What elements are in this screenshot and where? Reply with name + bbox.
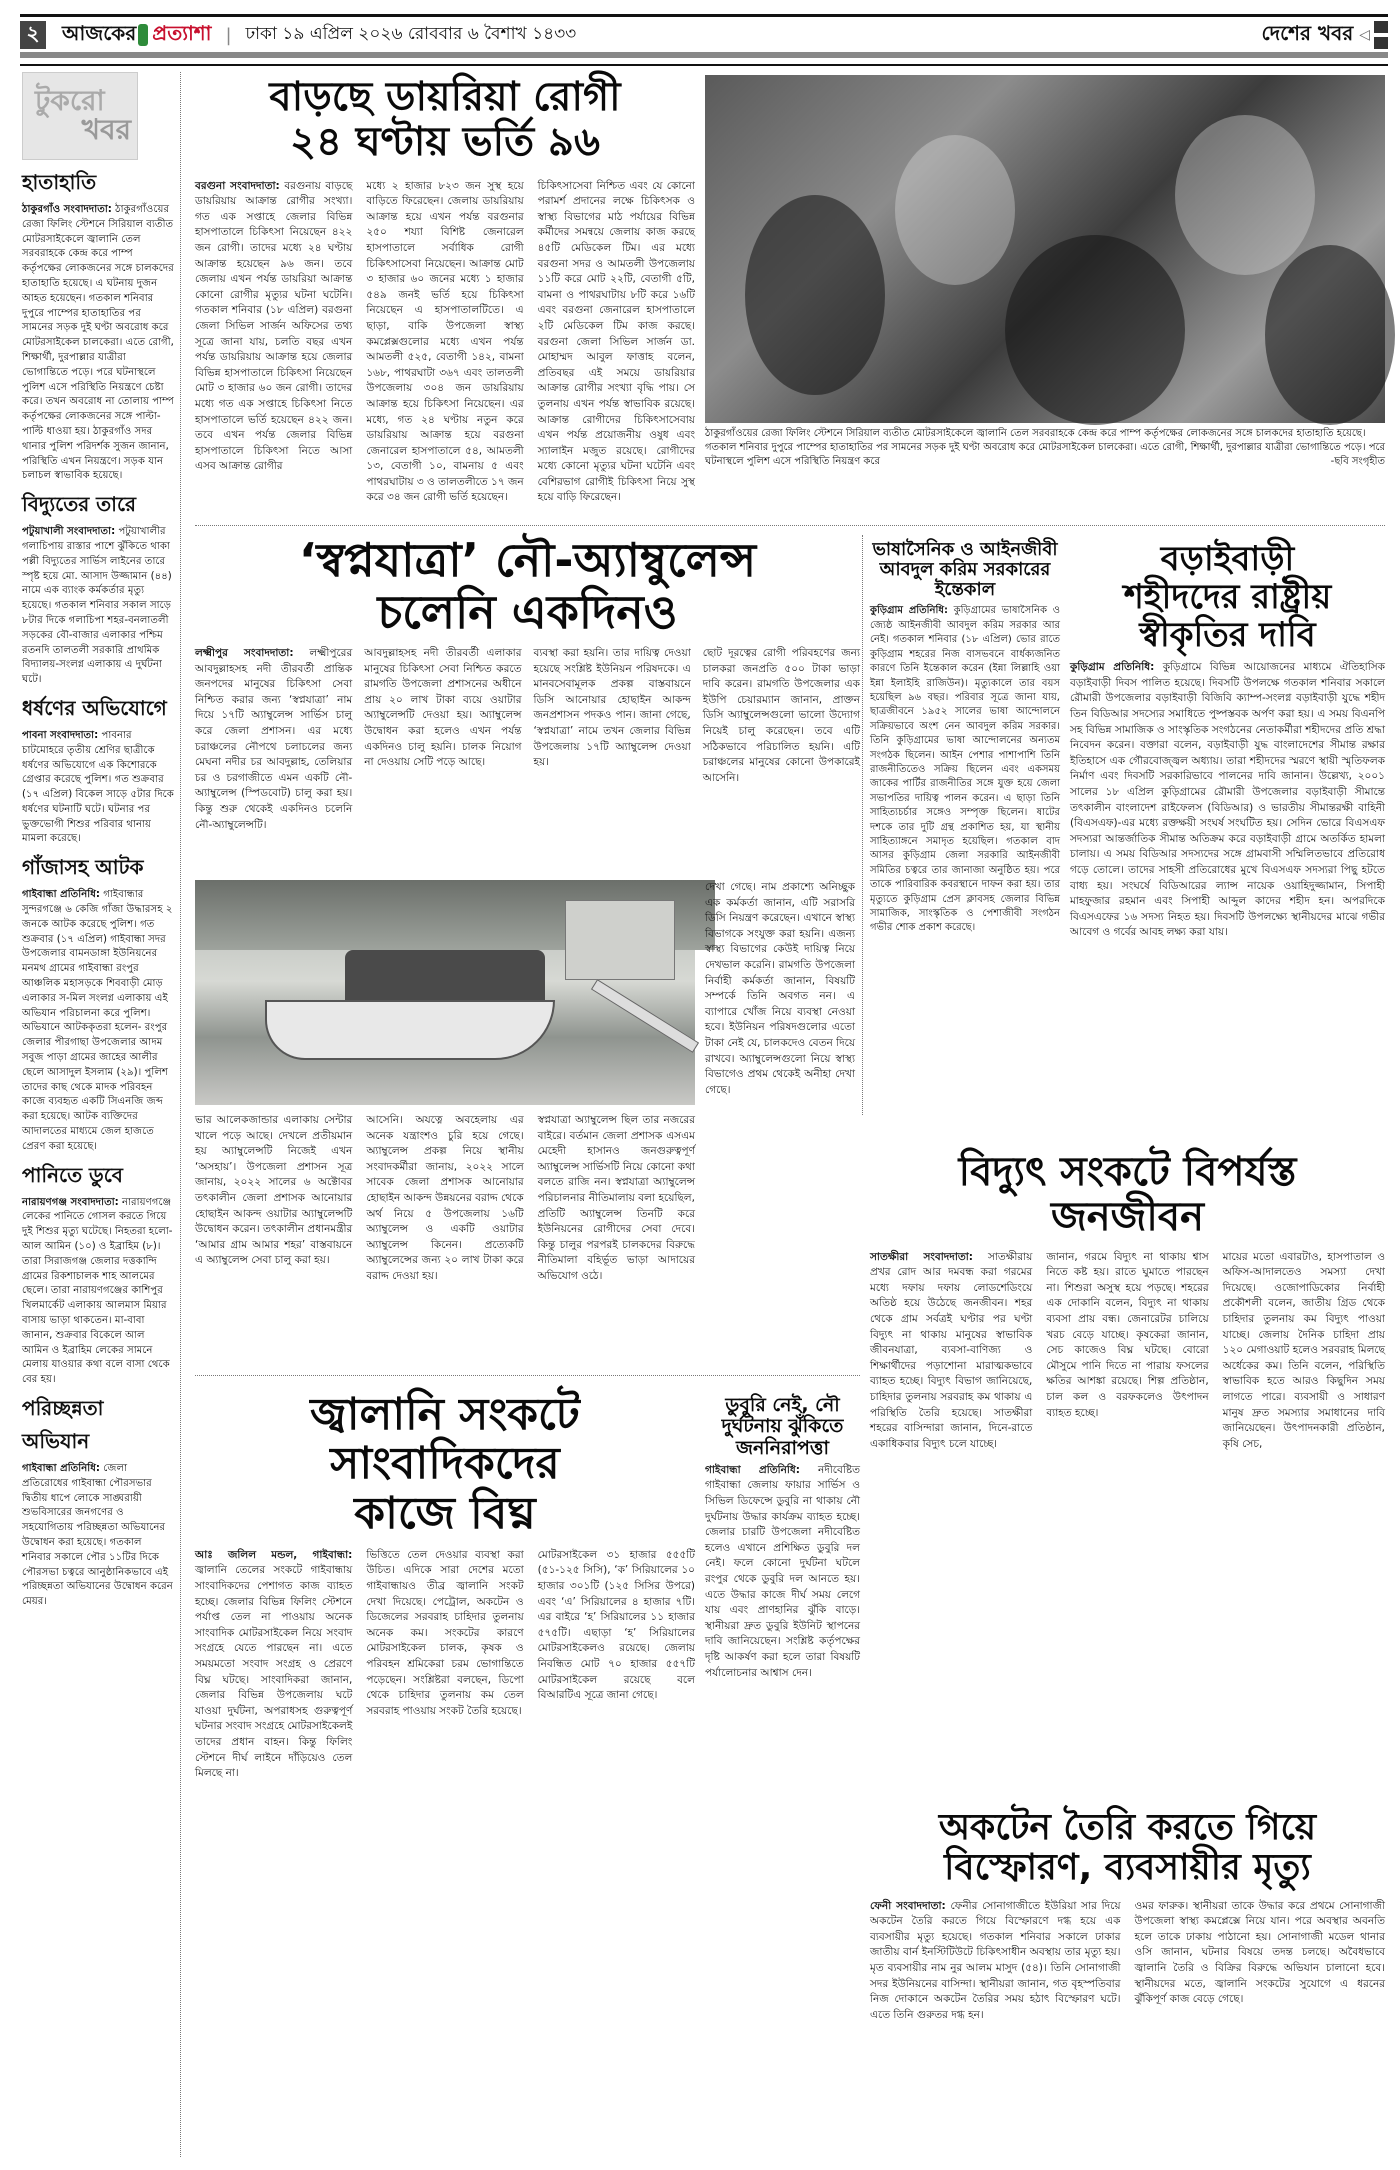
article-column: ভার আলেকজান্ডার এলাকায় সেন্টার খালে পড়ে আছে। দেখলে প্রতীয়মান হয় অ্যাম্বুলেন্সটি নিজেই এখন ‘অসহায়’। উপজেলা প্রশাসন সূত্র জানায়, ২০২২ সালের ৬ অক্টোবর তৎকালীন জেলা প্রশাসক আনোয়ার হোছাইন আকন্দ ওয়াটার অ্যাম্বুলেন্সটি উদ্বোধন করেন। তৎকালীন প্রধানমন্ত্রীর ‘আমার গ্রাম আমার শহর’ বাস্তবায়নে এ অ্যাম্বুলেন্স সেবা চালু করা হয়। — [195, 1114, 353, 1267]
article-column: কুড়িগ্রামের ভাষাসৈনিক ও জ্যেষ্ঠ আইনজীবী আবদুল করিম সরকার আর নেই। গতকাল শনিবার (১৮ এপ্রিল) ভোর রাতে কুড়িগ্রাম শহরের নিজ বাসভবনে বার্ধক্যজনিত কারণে তিনি ইন্তেকাল করেন (ইন্না লিল্লাহি ওয়া ইন্না ইলাইহি রাজিউন)। মৃত্যুকালে তার বয়স হয়েছিল ৯৬ বছর। পরিবার সূত্রে জানা যায়, ছাত্রজীবনে ১৯৫২ সালের ভাষা আন্দোলনে সক্রিয়ভাবে অংশ নেন আবদুল করিম সরকার। তিনি কুড়িগ্রামের ভাষা আন্দোলনের অন্যতম সংগঠক ছিলেন। আইন পেশার পাশাপাশি তিনি রাজনীতিতেও সক্রিয় ছিলেন এবং একসময় জাকের পার্টির রাজনীতির সঙ্গে যুক্ত হয়ে জেলা সভাপতির দায়িত্ব পালন করেন। এ ছাড়া তিনি সাহিত্যচর্চার সঙ্গেও সম্পৃক্ত ছিলেন। ষাটের দশকে তার দুটি গ্রন্থ প্রকাশিত হয়, যা স্থানীয় সাহিত্যাঙ্গনে সমাদৃত হয়েছিল। — [870, 605, 1060, 847]
brief-title: বিদ্যুতের তারে — [22, 492, 137, 517]
column-divider — [180, 72, 181, 2157]
article-column: জানান, গরমে বিদ্যুৎ না থাকায় শ্বাস নিতে কষ্ট হয়। রাতে ঘুমাতে পারছেন না। শিশুরা অসুস্থ হয়ে পড়ছে। শহরের এক দোকানি বলেন, বিদ্যুৎ না থাকায় ব্যবসা প্রায় বন্ধ। জেনারেটর চালিয়ে খরচ বেড়ে যাচ্ছে। কৃষকেরা জানান, সেচ কাজেও বিঘ্ন ঘটছে। বোরো মৌসুমে পানি দিতে না পারায় ফসলের ক্ষতির আশঙ্কা রয়েছে। শিল্প প্রতিষ্ঠান, চাল কল ও বরফকলেও উৎপাদন ব্যাহত হচ্ছে। — [1046, 1250, 1209, 1419]
article-column: সাতক্ষীরায় প্রখর রোদ আর দমবন্ধ করা গরমের মধ্যে দফায় দফায় লোডশেডিংয়ে অতিষ্ঠ হয়ে উঠেছে জনজীবন। শহর থেকে গ্রাম সর্বত্রই ঘণ্টার পর ঘণ্টা বিদ্যুৎ না থাকায় মানুষের স্বাভাবিক জীবনযাত্রা, ব্যবসা-বাণিজ্য ও শিক্ষার্থীদের পড়াশোনা মারাত্মকভাবে ব্যাহত হচ্ছে। বিদ্যুৎ বিভাগ জানিয়েছে, চাহিদার তুলনায় সরবরাহ কম থাকায় এ পরিস্থিতি তৈরি হয়েছে। সাতক্ষীরা শহরের বাসিন্দারা জানান, দিনে-রাতে একাধিকবার বিদ্যুৎ চলে যাচ্ছে। — [870, 1250, 1033, 1450]
story-diver[interactable] — [705, 1395, 860, 2113]
sidebar-briefs — [22, 72, 174, 1616]
headline-line: সাংবাদিকদের — [330, 1438, 560, 1490]
article-body — [1070, 660, 1385, 1080]
brief-text: গাইবান্ধার সুন্দরগঞ্জে ৬ কেজি গাঁজা উদ্ধারসহ ২ জনকে আটক করেছে পুলিশ। গত শুক্রবার (১৭ এপ্রিল) গাইবান্ধা সদর উপজেলার বামনডাঙ্গা ইউনিয়নের মনমথ গ্রামের গাইবান্ধা রংপুর আঞ্চলিক মহাসড়কে শিববাড়ী মোড় এলাকার স-মিল সংলগ্ন এলাকায় এই অভিযান পরিচালনা করে পুলিশ। অভিযানে আটককৃতরা হলেন- রংপুর জেলার পীরগাছা উপজেলার আদম সবুজ পাড়া গ্রামের জাহের আলীর ছেলে আসাদুল ইসলাম (২৯)। পুলিশ তাদের কাছ থেকে মাদক পরিবহন কাজে ব্যবহৃত একটি সিএনজি জব্দ করা হয়েছে। আটক ব্যক্তিদের আদালতের মাধ্যমে জেল হাজতে প্রেরণ করা হয়েছে। — [22, 889, 173, 1152]
byline: কুড়িগ্রাম প্রতিনিধি: — [1070, 661, 1155, 674]
banner-line-2: খবর — [81, 113, 131, 146]
story-obituary[interactable] — [870, 540, 1060, 1124]
newspaper-logo[interactable] — [62, 19, 211, 52]
article-text: কুড়িগ্রামে বিভিন্ন আয়োজনের মাধ্যমে ঐতিহাসিক বড়াইবাড়ী দিবস পালিত হয়েছে। দিবসটি উপলক্ষে গতকাল শনিবার সকালে রৌমারী উপজেলার বড়াইবাড়ী বিজিবি ক্যাম্প-সংলগ্ন বড়াইবাড়ী যুদ্ধে শহীদ তিন বিডিআর সদস্যের সমাধিতে পুষ্পস্তবক অর্পণ করা হয়। এ সময় বিএনপি সহ বিভিন্ন সামাজিক ও সাংস্কৃতিক সংগঠনের নেতাকর্মীরা শহীদদের প্রতি শ্রদ্ধা নিবেদন করেন। বক্তারা বলেন, বড়াইবাড়ী যুদ্ধ বাংলাদেশের সীমান্ত রক্ষার ইতিহাসে এক গৌরবোজ্জ্বল অধ্যায়। তারা শহীদদের স্মরণে স্থায়ী স্মৃতিফলক নির্মাণ এবং দিবসটি সরকারিভাবে পালনের দাবি জানান। উল্লেখ্য, ২০০১ সালের ১৮ এপ্রিল কুড়িগ্রামের রৌমারী উপজেলার বড়াইবাড়ী সীমান্তে তৎকালীন বাংলাদেশ রাইফেলস (বিডিআর) ও ভারতীয় সীমান্তরক্ষী বাহিনী (বিএসএফ)-এর মধ্যে রক্তক্ষয়ী সংঘর্ষ সংঘটিত হয়। সেদিন ভোরে বিএসএফ সদস্যরা আন্তর্জাতিক সীমান্ত অতিক্রম করে বড়াইবাড়ী গ্রামে অতর্কিত হামলা চালায়। এ সময় বিডিআর সদস্যদের সঙ্গে গ্রামবাসী সম্মিলিতভাবে প্রতিরোধ গড়ে তোলে। তাদের সাহসী প্রতিরোধের মুখে বিএসএফ সদস্যরা পিছু হটতে বাধ্য হয়। সংঘর্ষে বিডিআরের ল্যান্স নায়েক ওয়াহিদুজ্জামান, সিপাহী মাহফুজার রহমান এবং সিপাহী আব্দুল কাদের শহীদ হন। অপরদিকে বিএসএফের ১৬ সদস্য নিহত হয়। দিবসটি উপলক্ষ্যে স্থানীয়দের মাঝে গভীর আবেগ ও গর্বের আবহ লক্ষ্য করা যায়। — [1070, 661, 1385, 939]
article-body — [195, 646, 860, 831]
headline — [870, 1808, 1385, 1889]
article-column: চিকিৎসাসেবা নিশ্চিত এবং যে কোনো পরামর্শ প্রদানের লক্ষে চিকিৎসক ও স্বাস্থ্য বিভাগের মাঠ পর্যায়ের বিভিন্ন কর্মীদের সমন্বয়ে জেলায় কাজ করছে ৪৫টি মেডিকেল টিম। এর মধ্যে বরগুনা সদর ও আমতলী উপজেলায় ১১টি করে মোট ২২টি, বেতাগী ৫টি, বামনা ও পাথরঘাটায় ৮টি করে ১৬টি এবং বরগুনা জেনারেল হাসপাতালে ২টি মেডিকেল টিম কাজ করছে।বরগুনা জেলা সিভিল সার্জন ডা. মোহাম্মদ আবুল ফাত্তাহ বলেন, প্রতিবছর এই সময়ে ডায়রিয়ার আক্রান্ত রোগীর সংখ্যা বৃদ্ধি পায়। সে তুলনায় এখন পর্যন্ত স্বাভাবিক রয়েছে। আক্রান্ত রোগীদের চিকিৎসাসেবায় এখন পর্যন্ত প্রয়োজনীয় ওষুধ এবং স্যালাইন মজুত রয়েছে। রোগীদের মধ্যে কোনো মৃত্যুর ঘটনা ঘটেনি এবং বেশিরভাগ রোগীই চিকিৎসা নিয়ে সুস্থ হয়ে বাড়ি ফিরেছেন। — [537, 179, 695, 504]
article-column: গতকাল বাদ আসর কুড়িগ্রাম জেলা সরকারি আইনজীবী সমিতির চত্বরে তার জানাজা অনুষ্ঠিত হয়। পরে তাকে পারিবারিক কবরস্থানে দাফন করা হয়। তার মৃত্যুতে কুড়িগ্রাম প্রেস ক্লাবসহ জেলার বিভিন্ন সামাজিক, সাংস্কৃতিক ও পেশাজীবী সংগঠন গভীর শোক প্রকাশ করেছে। — [870, 835, 1061, 934]
brief-item — [22, 168, 174, 484]
headline: ভাষাসৈনিক ও আইনজীবী আবদুল করিম সরকারের ইন্তেকাল — [872, 539, 1058, 601]
photo-credit: -ছবি সংগৃহীত — [1330, 456, 1385, 467]
headline-line: জনজীবন — [1050, 1193, 1205, 1240]
article-body — [195, 1548, 695, 2108]
article-body — [195, 1113, 695, 1282]
photo-story-scuffle[interactable] — [705, 75, 1385, 469]
story-power[interactable] — [870, 1150, 1385, 1750]
brief-byline: পাবনা সংবাদদাতা: — [22, 729, 99, 741]
brief-item — [22, 490, 174, 688]
byline: আঃ জলিল মন্ডল, গাইবান্ধা: — [195, 1548, 353, 1561]
headline-line: বড়াইবাড়ী — [1160, 539, 1295, 579]
page-number: ২ — [20, 21, 46, 49]
top-rule — [20, 14, 1388, 17]
headline — [1070, 540, 1385, 654]
article-column: আসেনি। অযত্নে অবহেলায় এর অনেক যন্ত্রাংশও চুরি হয়ে গেছে। অ্যাম্বুলেন্স প্রকল্প নিয়ে স্থানীয় সংবাদকর্মীরা জানায়, ২০২২ সালে সাবেক জেলা প্রশাসক আনোয়ার হোছাইন আকন্দ উন্নয়নের বরাদ্দ থেকে অর্থ নিয়ে ৫ উপজেলায় ১৬টি অ্যাম্বুলেন্স ও একটি ওয়াটার অ্যাম্বুলেন্স কিনেন। প্রত্যেকটি অ্যাম্বুলেন্সের জন্য ২০ লাখ টাকা করে বরাদ্দ দেওয়া হয়। — [366, 1114, 524, 1282]
headline-line: ২৪ ঘণ্টায় ভর্তি ৯৬ — [289, 118, 601, 165]
brief-item — [22, 694, 174, 847]
headline-line: বিদ্যুৎ সংকটে বিপর্যস্ত — [958, 1149, 1297, 1195]
article-text: নদীবেষ্টিত গাইবান্ধা জেলায় ফায়ার সার্ভিস ও সিভিল ডিফেন্সে ডুবুরি না থাকায় নৌ দুর্ঘটনায় উদ্ধার কার্যক্রম ব্যাহত হচ্ছে। জেলার চারটি উপজেলা নদীবেষ্টিত হলেও এখানে প্রশিক্ষিত ডুবুরি দল নেই। ফলে কোনো দুর্ঘটনা ঘটলে রংপুর থেকে ডুবুরি দল আনতে হয়। এতে উদ্ধার কাজে দীর্ঘ সময় লেগে যায় এবং প্রাণহানির ঝুঁকি বাড়ে। স্থানীয়রা দ্রুত ডুবুরি ইউনিট স্থাপনের দাবি জানিয়েছেন। সংশ্লিষ্ট কর্তৃপক্ষের দৃষ্টি আকর্ষণ করা হলে তারা বিষয়টি পর্যালোচনার আশ্বাস দেন। — [705, 1463, 860, 1679]
article-column: ব্যবস্থা করা হয়নি। তার দায়িত্ব দেওয়া হয়েছে সংশ্লিষ্ট ইউনিয়ন পরিষদকে। এ মানবসেবামূলক প্রকল্প বাস্তবায়নে ডিসি আনোয়ার হোছাইন আকন্দ জনপ্রশাসন পদকও পান। জানা গেছে, ‘স্বপ্নযাত্রা’ নামে তখন জেলার বিভিন্ন উপজেলায় ১৭টি অ্যাম্বুলেন্স দেওয়া হয়। — [533, 647, 691, 769]
headline-line: বিস্ফোরণ, ব্যবসায়ীর মৃত্যু — [944, 1847, 1311, 1889]
headline-line: শহীদদের রাষ্ট্রীয় — [1123, 577, 1332, 618]
article-column: বরগুনায় বাড়ছে ডায়রিয়ায় আক্রান্ত রোগীর সংখ্যা। গত এক সপ্তাহে জেলার বিভিন্ন হাসপাতালে চিকিৎসা নিয়েছেন ৪২২ জন রোগী। তাদের মধ্যে ২৪ ঘণ্টায় আক্রান্ত হয়েছেন ৯৬ জন। তবে জেলায় এখন পর্যন্ত ডায়রিয়া আক্রান্ত কোনো রোগীর মৃত্যুর ঘটনা ঘটেনি। গতকাল শনিবার (১৮ এপ্রিল) বরগুনা জেলা সিভিল সার্জন অফিসের তথ্য সূত্রে জানা যায়, চলতি বছর এখন পর্যন্ত ডায়রিয়ায় আক্রান্ত হয়ে জেলার বিভিন্ন হাসপাতালে চিকিৎসা নিয়েছেন মোট ৩ হাজার ৬০ জন রোগী। তাদের মধ্যে গত এক সপ্তাহে চিকিৎসা নিতে হাসপাতালে ভর্তি হয়েছেন ৪২২ জন। তবে এখন পর্যন্ত জেলার বিভিন্ন হাসপাতালে চিকিৎসা নিতে আসা এসব আক্রান্ত রোগীর — [195, 179, 353, 473]
headline-line: জ্বালানি সংকটে — [310, 1389, 580, 1440]
article-body — [705, 1463, 860, 2113]
byline: লক্ষ্মীপুর সংবাদদাতা: — [195, 647, 294, 660]
brief-byline: পটুয়াখালী সংবাদদাতা: — [22, 526, 116, 538]
story-boraibari[interactable] — [1070, 540, 1385, 1080]
column-divider — [862, 535, 863, 1115]
brief-byline: ঠাকুরগাঁও সংবাদদাতা: — [22, 204, 112, 215]
byline: ফেনী সংবাদদাতা: — [870, 1899, 946, 1912]
chevron-left-icon: ◁ — [1359, 27, 1370, 43]
tukro-khobor-banner — [22, 72, 138, 160]
brief-item — [22, 1161, 174, 1388]
brief-title: হাতাহাতি — [22, 170, 97, 194]
article-body — [195, 179, 695, 504]
article-column: ছোট দূরত্বের রোগী পরিবহণের জন্য চালকরা জনপ্রতি ৫০০ টাকা ভাড়া দাবি করেন। রামগতি উপজেলার এক ইউপি চেয়ারম্যান জানান, প্রাক্তন ডিসি অ্যাম্বুলেন্সগুলো ভালো উদ্যোগ নিয়েই চালু করেছেন। তবে এটি সঠিকভাবে পরিচালিত হয়নি। এটি চরাঞ্চলের মানুষের কোনো উপকারেই আসেনি। — [702, 647, 860, 784]
article-column: ফেনীর সোনাগাজীতে ইউরিয়া সার দিয়ে অকটেন তৈরি করতে গিয়ে বিস্ফোরণে দগ্ধ হয়ে এক ব্যবসায়ীর মৃত্যু হয়েছে। গতকাল শনিবার সকালে ঢাকার জাতীয় বার্ন ইনস্টিটিউটে চিকিৎসাধীন অবস্থায় তার মৃত্যু হয়। মৃত ব্যবসায়ীর নাম নুর আলম মাসুদ (৫৪)। তিনি সোনাগাজী সদর ইউনিয়নের বাসিন্দা। স্থানীয়রা জানান, গত বৃহস্পতিবার নিজ দোকানে অকটেন তৈরির সময় হঠাৎ বিস্ফোরণ ঘটে। এতে তিনি গুরুতর দগ্ধ হন। — [870, 1899, 1121, 2021]
brief-text: ঠাকুরগাঁওয়ের রেজা ফিলিং স্টেশনে সিরিয়াল ব্যতীত মোটরসাইকেলে জ্বালানি তেল সরবরাহকে কেন্দ্র করে পাম্প কর্তৃপক্ষের লোকজনের সঙ্গে চালকদের হাতাহাতি হয়েছে। এ ঘটনায় দুজন আহত হয়েছেন। গতকাল শনিবার দুপুরে পাম্পের হাতাহাতির পর সামনের সড়ক দুই ঘণ্টা অবরোধ করে মোটরসাইকেল চালকেরা। এতে রোগী, শিক্ষার্থী, দুরপাল্লার যাত্রীরা ভোগান্তিতে পড়ে। পরে ঘটনাস্থলে পুলিশ এসে পরিস্থিতি নিয়ন্ত্রণে চেষ্টা করে। তখন অবরোধ না তোলায় পাম্প কর্তৃপক্ষের লোকজনের সঙ্গে পাল্টা-পাল্টি ধাওয়া হয়। ঠাকুরগাঁও সদর থানার পুলিশ পরিদর্শক সুজন জানান, পরিস্থিতি এখন নিয়ন্ত্রণে। সড়ক যান চলাচল স্বাভাবিক হয়েছে। — [22, 204, 174, 482]
article-column: দেখা গেছে। নাম প্রকাশ্যে অনিচ্ছুক এক কর্মকর্তা জানান, এটি সরাসরি ডিসি নিয়ন্ত্রণ করেছেন। এখানে স্বাস্থ্য বিভাগকে সংযুক্ত করা হয়নি। এজন্য স্বাস্থ্য বিভাগের কেউই দায়িত্ব নিয়ে দেখভাল করেনি। রামগতি উপজেলা নির্বাহী কর্মকর্তা জানান, বিষয়টি সম্পর্কে তিনি অবগত নন। এ ব্যাপারে খোঁজ নিয়ে ব্যবস্থা নেওয়া হবে। ইউনিয়ন পরিষদগুলোর এতো টাকা নেই যে, চালকদেও বেতন দিয়ে রাখবে। অ্যাম্বুলেন্সগুলো নিয়ে স্বাস্থ্য বিভাগেও প্রথম থেকেই অনীহা দেখা গেছে। — [705, 881, 855, 1096]
header-grey-bar — [20, 52, 1388, 58]
byline: সাতক্ষীরা সংবাদদাতা: — [870, 1250, 973, 1263]
article-column: মোটরসাইকেল ৩১ হাজার ৫৫৫টি (৫১-১২৫ সিসি), ‘ক’ সিরিয়ালের ১০ হাজার ৩০১টি (১২৫ সিসির উপরে) এবং ‘এ’ সিরিয়ালের ৪ হাজার ৭টি। এর বাইরে ‘হ’ সিরিয়ালের ১১ হাজার ৫৭৫টি। এছাড়া ‘হ’ সিরিয়ালের মোটরসাইকেলও রয়েছে। জেলায় নিবন্ধিত মোট ৭০ হাজার ৫৫৭টি মোটরসাইকেল রয়েছে বলে বিআরটিএ সূত্রে জানা গেছে। — [537, 1548, 695, 1702]
caption-text: ঠাকুরগাঁওয়ের রেজা ফিলিং স্টেশনে সিরিয়াল ব্যতীত মোটরসাইকেলে জ্বালানি তেল সরবরাহকে কেন্দ্র করে পাম্প কর্তৃপক্ষের লোকজনের সঙ্গে চালকদের হাতাহাতি হয়েছে। গতকাল শনিবার দুপুরে পাম্পের হাতাহাতির পর সামনের সড়ক দুই ঘণ্টা অবরোধ করে মোটরসাইকেল চালকেরা। এতে রোগী, শিক্ষার্থী, দুরপাল্লার যাত্রীরা ভোগান্তিতে পড়ে। পরে ঘটনাস্থলে পুলিশ এসে পরিস্থিতি নিয়ন্ত্রণ করে — [705, 428, 1385, 467]
bangladesh-map-icon — [138, 24, 148, 46]
headline-line: স্বীকৃতির দাবি — [1139, 615, 1316, 656]
brief-title: গাঁজাসহ আটক — [22, 855, 144, 880]
brief-title: পানিতে ডুবে — [22, 1162, 123, 1187]
logo-text-1: আজকের — [62, 20, 137, 45]
story-ambulance-continued — [195, 880, 695, 1282]
byline: বরগুনা সংবাদদাতা: — [195, 179, 280, 192]
dateline: ঢাকা ১৯ এপ্রিল ২০২৬ রোববার ৬ বৈশাখ ১৪৩৩ — [245, 24, 577, 44]
scuffle-photo[interactable] — [705, 75, 1385, 423]
article-column: আবদুল্লাহসহ নদী তীরবর্তী এলাকার মানুষের চিকিৎসা সেবা নিশ্চিত করতে রামগতি উপজেলা প্রশাসনের অধীনে প্রায় ২০ লাখ টাকা ব্যয়ে ওয়াটার অ্যাম্বুলেন্সটি দেওয়া হয়। অ্যাম্বুলেন্স উদ্বোধন করা হলেও এখন পর্যন্ত একদিনও চালু হয়নি। চালক নিয়োগ না দেওয়ায় সেটি পড়ে আছে। — [364, 647, 522, 769]
headline — [195, 535, 860, 638]
headline-line: অকটেন তৈরি করতে গিয়ে — [938, 1807, 1317, 1848]
divider: | — [225, 24, 232, 46]
brief-title: ধর্ষণের অভিযোগে — [22, 695, 167, 720]
ambulance-boat-photo[interactable] — [195, 880, 695, 1105]
byline: গাইবান্ধা প্রতিনিধি: — [705, 1463, 800, 1476]
headline-line: চলেনি একদিনও — [377, 584, 678, 639]
brief-text: জেলা প্রতিরোধের গাইবান্ধা পৌরসভার দ্বিতীয় ধাপে লোকে সাঙ্ঘরায়ী শুভবিসারের জনগণের ও সহযোগিতায় পরিচ্ছন্নতা অভিযানের উদ্বোধন করা হয়েছে। গতকাল শনিবার সকালে পৌর ১১টির দিকে পৌরসভা চত্বরে আনুষ্ঠানিকভাবে এই পরিচ্ছন্নতা অভিযানের উদ্বোধন করেন মেয়র। — [22, 1462, 173, 1608]
section-divider — [195, 525, 1385, 526]
article-column: ওমর ফারুক। স্থানীয়রা তাকে উদ্ধার করে প্রথমে সোনাগাজী উপজেলা স্বাস্থ্য কমপ্লেক্সে নিয়ে যান। পরে অবস্থার অবনতি হলে তাকে ঢাকায় পাঠানো হয়। সোনাগাজী মডেল থানার ওসি জানান, ঘটনার বিষয়ে তদন্ত চলছে। অবৈধভাবে জ্বালানি তৈরি ও বিক্রির বিরুদ্ধে অভিযান চালানো হবে। স্থানীয়দের মতে, জ্বালানি সংকটের সুযোগে এ ধরনের ঝুঁকিপূর্ণ কাজ বেড়ে গেছে। — [1134, 1899, 1385, 2006]
brief-title: পরিচ্ছন্নতা অভিযান — [22, 1395, 104, 1453]
byline: কুড়িগ্রাম প্রতিনিধি: — [870, 605, 948, 617]
photo-caption — [705, 427, 1385, 469]
article-body — [870, 1250, 1385, 1750]
headline — [870, 1150, 1385, 1240]
section-title — [1261, 19, 1388, 52]
logo-text-2: প্রত্যাশা — [152, 20, 212, 45]
brief-text: পটুয়াখালীর গলাচিপায় রাস্তার পাশে ঝুঁকিতে থাকা পল্লী বিদ্যুতের সার্ভিস লাইনের তারে স্পৃষ্ট হয়ে মো. আসাদ উজ্জামান (৪৪) নামে এক ব্যাংক কর্মকর্তার মৃত্যু হয়েছে। গতকাল শনিবার সকাল সাড়ে ৮টার দিকে গলাচিপা শহর-বনলাতলী সড়কের বৌ-বাজার এলাকার পশ্চিম রতনদি তালতলী সরকারি প্রাথমিক বিদ্যালয়-সংলগ্ন এলাকায় এ দুর্ঘটনা ঘটে। — [22, 526, 172, 686]
section-divider — [195, 1375, 860, 1376]
article-column: মধ্যে ২ হাজার ৮২৩ জন সুস্থ হয়ে বাড়িতে ফিরেছেন। জেলায় ডায়রিয়ায় আক্রান্ত হয়ে এখন পর্যন্ত বরগুনার ২৫০ শয্যা বিশিষ্ট জেনারেল হাসপাতালে সর্বাধিক রোগী চিকিৎসাসেবা নিয়েছেন। আক্রান্ত মোট ৩ হাজার ৬০ জনের মধ্যে ১ হাজার ৫৪৯ জনই ভর্তি হয়ে চিকিৎসা নিয়েছেন এ হাসপাতালটিতে। এ ছাড়া, বাকি উপজেলা স্বাস্থ্য কমপ্লেক্সগুলোর মধ্যে এখন পর্যন্ত আমতলী ৫২৫, বেতাগী ১৪২, বামনা ১৬৮, পাথরঘাটা ৩৬৭ এবং তালতলী উপজেলায় ৩০৪ জন ডায়রিয়ায় আক্রান্ত হয়ে চিকিৎসা নিয়েছেন। এর মধ্যে, গত ২৪ ঘণ্টায় নতুন করে ডায়রিয়ায় আক্রান্ত হয়ে বরগুনা জেনারেল হাসপাতালে ৫৪, আমতলী ১৩, বেতাগী ১০, বামনায় ৫ এবং পাথরঘাটায় ৩ ও তালতলীতে ১৭ জন করে ৩৪ জন রোগী ভর্তি হয়েছেন। — [366, 179, 524, 504]
headline-line: কাজে বিঘ্ন — [354, 1487, 536, 1539]
masthead — [20, 20, 1388, 50]
banner-line-1: টুকরো — [35, 84, 105, 117]
story-fuel[interactable] — [195, 1390, 695, 2108]
brief-byline: গাইবান্ধা প্রতিনিধি: — [22, 1462, 100, 1474]
article-column: ভিত্তিতে তেল দেওয়ার ব্যবস্থা করা উচিত। এদিকে সারা দেশের মতো গাইবান্ধায়ও তীব্র জ্বালানি সংকট দেখা দিয়েছে। পেট্রোল, অকটেন ও ডিজেলের সরবরাহ চাহিদার তুলনায় অনেক কম। সংকটের কারণে মোটরসাইকেল চালক, কৃষক ও পরিবহন শ্রমিকেরা চরম ভোগান্তিতে পড়েছেন। সংশ্লিষ্টরা বলছেন, ডিপো থেকে চাহিদার তুলনায় কম তেল সরবরাহ পাওয়ায় সংকট তৈরি হয়েছে। — [366, 1548, 524, 1717]
article-body — [870, 1899, 1385, 2149]
brief-byline: গাইবান্ধা প্রতিনিধি: — [22, 889, 100, 901]
headline: ডুবুরি নেই, নৌ দুর্ঘটনায় ঝুঁকিতে জননিরাপত্তা — [721, 1394, 844, 1459]
brief-byline: নারায়ণগঞ্জ সংবাদদাতা: — [22, 1196, 119, 1208]
story-octane[interactable] — [870, 1808, 1385, 2149]
headline-line: ‘স্বপ্নযাত্রা’ নৌ-অ্যাম্বুলেন্স — [298, 533, 757, 587]
article-body — [870, 604, 1060, 1124]
article-column: জ্বালানি তেলের সংকটে গাইবান্ধায় সাংবাদিকদের পেশাগত কাজ ব্যাহত হচ্ছে। জেলার বিভিন্ন ফিলিং স্টেশনে পর্যাপ্ত তেল না পাওয়ায় অনেক সাংবাদিক মোটরসাইকেল নিয়ে সংবাদ সংগ্রহে যেতে পারছেন না। এতে সময়মতো সংবাদ সংগ্রহ ও প্রেরণে বিঘ্ন ঘটছে। সাংবাদিকরা জানান, জেলার বিভিন্ন উপজেলায় ঘটে যাওয়া দুর্ঘটনা, অপরাধসহ গুরুত্বপূর্ণ ঘটনার সংবাদ সংগ্রহে মোটরসাইকেলই তাদের প্রধান বাহন। কিন্তু ফিলিং স্টেশনে দীর্ঘ লাইনে দাঁড়িয়েও তেল মিলছে না। — [195, 1564, 353, 1780]
brief-item — [22, 1394, 174, 1610]
headline — [195, 1390, 695, 1538]
section-label: দেশের খবর — [1261, 20, 1354, 45]
brief-item — [22, 853, 174, 1154]
story-diarrhea[interactable] — [195, 74, 695, 504]
header-rule — [20, 64, 1388, 66]
brief-text: নারায়ণগঞ্জে লেকের পানিতে গোসল করতে গিয়ে দুই শিশুর মৃত্যু ঘটেছে। নিহতরা হলো- আল আমিন (১০) ও ইব্রাহিম (৮)। তারা সিরাজগঞ্জ জেলার দত্তকান্দি গ্রামের রিকশাচালক শাহ আলমের ছেলে। তারা নারায়ণগঞ্জের কাশিপুর খিলমার্কেট এলাকায় আলমাস মিয়ার বাসায় ভাড়া থাকতেন। মা-বাবা জানান, শুক্রবার বিকেলে আল আমিন ও ইব্রাহিম লেকের সামনে মেলায় যাওয়ার কথা বলে বাসা থেকে বের হয়। — [22, 1196, 173, 1386]
section-marker-icon — [1374, 21, 1388, 49]
article-column: লক্ষ্মীপুরের আবদুল্লাহসহ নদী তীরবর্তী প্রান্তিক জনপদের মানুষের চিকিৎসা সেবা নিশ্চিত করার জন্য ‘স্বপ্নযাত্রা’ নাম দিয়ে ১৭টি অ্যাম্বুলেন্স সার্ভিস চালু করে জেলা প্রশাসন। এর মধ্যে চরাঞ্চলের নৌপথে চলাচলের জন্য মেঘনা নদীর চর আবদুল্লাহ, তেলিয়ার চর ও চরগাজীতে এমন একটি নৌ-অ্যাম্বুলেন্স (স্পিডবোট) চালু করা হয়। কিন্তু শুরু থেকেই একদিনও চলেনি নৌ-অ্যাম্বুলেন্সটি। — [195, 647, 353, 831]
article-column: স্বপ্নযাত্রা অ্যাম্বুলেন্স ছিল তার নজরের বাইরে। বর্তমান জেলা প্রশাসক এসএম মেহেদী হাসানও জনগুরুত্বপূর্ণ অ্যাম্বুলেন্স সার্ভিসটি নিয়ে কোনো কথা বলতে রাজি নন। স্বপ্নযাত্রা অ্যাম্বুলেন্স পরিচালনার নীতিমালায় বলা হয়েছিল, প্রতিটি অ্যাম্বুলেন্স তিনটি করে ইউনিয়নের রোগীদের সেবা দেবে। কিন্তু চালুর পরপরই চালকদের বিরুদ্ধে নীতিমালা বহির্ভূত ভাড়া আদায়ের অভিযোগ ওঠে। — [537, 1114, 695, 1282]
article-column: মায়ের মতো এবারটাও, হাসপাতাল ও অফিস-আদালতেও সমস্যা দেখা দিয়েছে। ওজোপাডিকোর নির্বাহী প্রকৌশলী বলেন, জাতীয় গ্রিড থেকে চাহিদার তুলনায় কম বিদ্যুৎ পাওয়া যাচ্ছে। জেলায় দৈনিক চাহিদা প্রায় ১২০ মেগাওয়াট হলেও সরবরাহ মিলছে অর্ধেকের কম। তিনি বলেন, পরিস্থিতি স্বাভাবিক হতে আরও কিছুদিন সময় লাগতে পারে। ব্যবসায়ী ও সাধারণ মানুষ দ্রুত সমস্যার সমাধানের দাবি জানিয়েছেন। উৎপাদনকারী প্রতিষ্ঠান, কৃষি সেচ, — [1222, 1250, 1385, 1450]
headline-line: বাড়ছে ডায়রিয়া রোগী — [269, 74, 621, 120]
brief-text: পাবনার চাটমোহরে তৃতীয় শ্রেণির ছাত্রীকে ধর্ষণের অভিযোগে এক কিশোরকে গ্রেপ্তার করেছে পুলিশ। গত শুক্রবার (১৭ এপ্রিল) বিকেল সাড়ে ৫টার দিকে ধর্ষণের ঘটনাটি ঘটে। ঘটনার পর ভুক্তভোগী শিশুর পরিবার থানায় মামলা করেছে। — [22, 729, 174, 845]
headline — [195, 75, 695, 165]
story-ambulance[interactable] — [195, 533, 860, 831]
